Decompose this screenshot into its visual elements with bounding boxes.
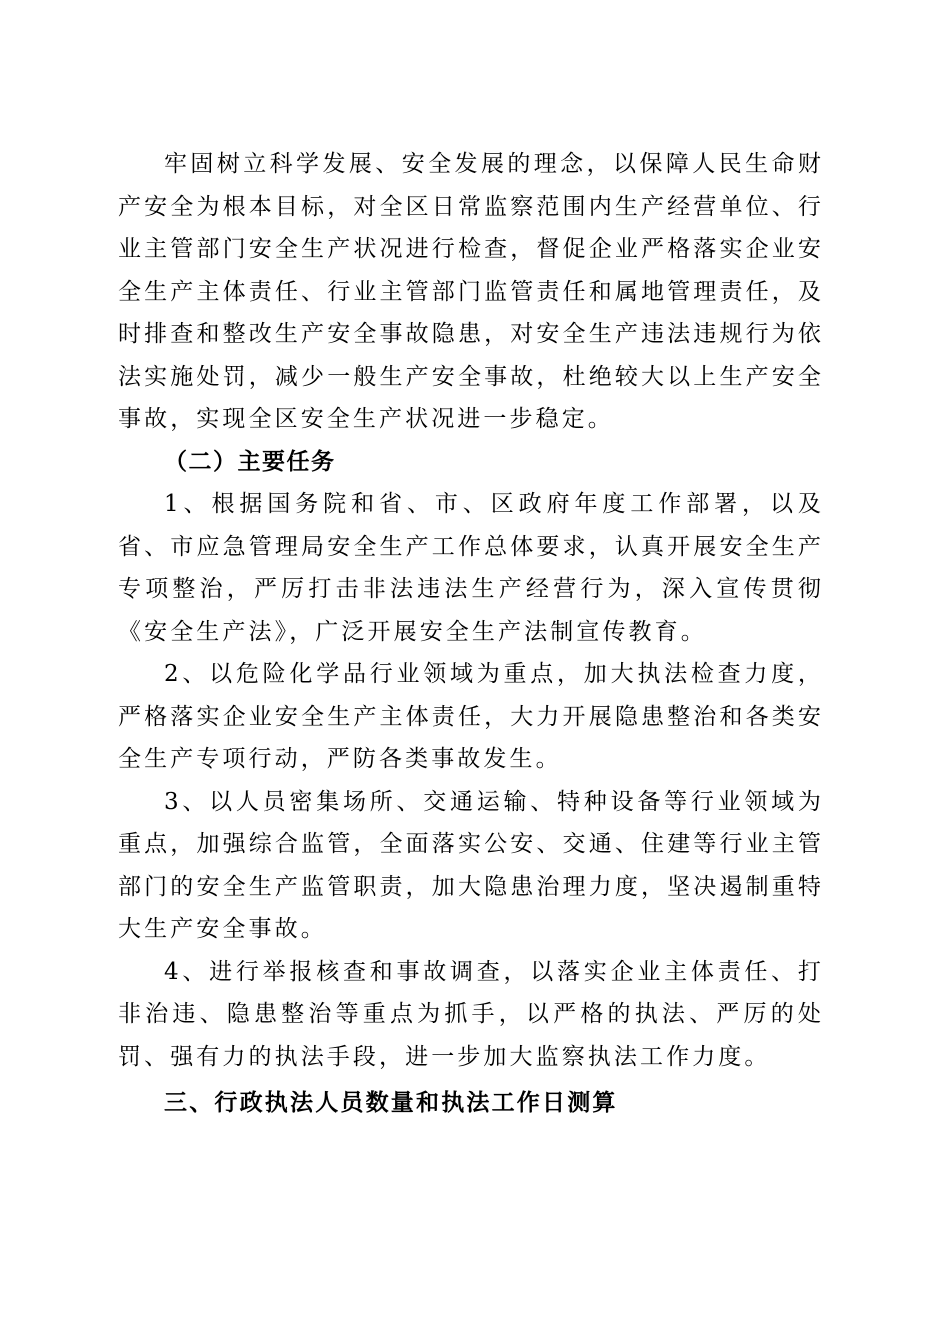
main-tasks-subheading: （二）主要任务 (164, 448, 336, 475)
task-2-paragraph: 2、以危险化学品行业领域为重点，加大执法检查力度，严格落实企业安全生产主体责任，大力开展隐患整治和各类安全生产专项行动，严防各类事故发生。 (118, 661, 824, 772)
goal-paragraph: 牢固树立科学发展、安全发展的理念，以保障人民生命财产安全为根本目标，对全区日常监察范围内生产经营单位、行业主管部门安全生产状况进行检查，督促企业严格落实企业安全生产主体责任、行业主管部门监管责任和属地管理责任，及时排查和整改生产安全事故隐患，对安全生产违法违规行为依法实施处罚，减少一般生产安全事故，杜绝较大以上生产安全事故，实现全区安全生产状况进一步稳定。 (118, 151, 824, 432)
task-1-paragraph: 1、根据国务院和省、市、区政府年度工作部署，以及省、市应急管理局安全生产工作总体要求，认真开展安全生产专项整治，严厉打击非法违法生产经营行为，深入宣传贯彻《安全生产法》，广泛开展安全生产法制宣传教育。 (118, 491, 824, 645)
task-3-paragraph: 3、以人员密集场所、交通运输、特种设备等行业领域为重点，加强综合监管，全面落实公安、交通、住建等行业主管部门的安全生产监管职责，加大隐患治理力度，坚决遏制重特大生产安全事故。 (118, 788, 824, 942)
task-4-paragraph: 4、进行举报核查和事故调查，以落实企业主体责任、打非治违、隐患整治等重点为抓手，以严格的执法、严厉的处罚、强有力的执法手段，进一步加大监察执法工作力度。 (118, 958, 824, 1070)
section-3-heading: 三、行政执法人员数量和执法工作日测算 (164, 1090, 618, 1116)
document-body (118, 143, 824, 1125)
